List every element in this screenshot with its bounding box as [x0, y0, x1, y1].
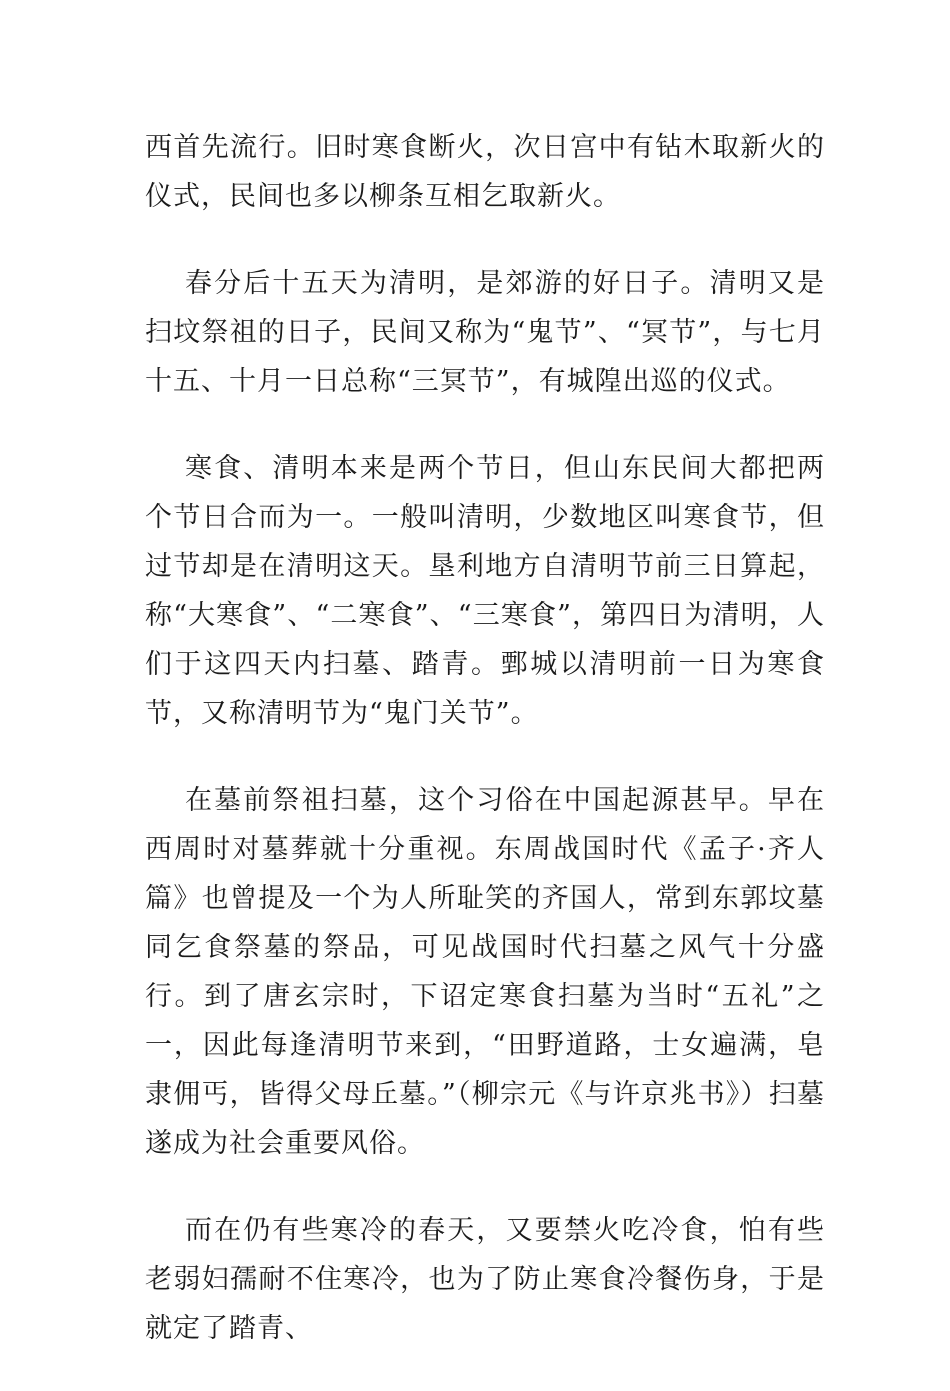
paragraph-4: 在墓前祭祖扫墓，这个习俗在中国起源甚早。早在西周时对墓葬就十分重视。东周战国时代《孟子·齐人篇》也曾提及一个为人所耻笑的齐国人，常到东郭坟墓同乞食祭墓的祭品，可见战国时代扫墓之风气十分盛行。到了唐玄宗时，下诏定寒食扫墓为当时“五礼”之一，因此每逢清明节来到，“田野道路，士女遍满，皂隶佣丐，皆得父母丘墓。”（柳宗元《与许京兆书》）扫墓遂成为社会重要风俗。 [145, 785, 825, 1159]
paragraph-2: 春分后十五天为清明，是郊游的好日子。清明又是扫坟祭祖的日子，民间又称为“鬼节”、“冥节”，与七月十五、十月一日总称“三冥节”，有城隍出巡的仪式。 [145, 268, 825, 397]
paragraph-5: 而在仍有些寒冷的春天，又要禁火吃冷食，怕有些老弱妇孺耐不住寒冷，也为了防止寒食冷餐伤身，于是就定了踏青、 [145, 1215, 825, 1344]
paragraph-1: 西首先流行。旧时寒食断火，次日宫中有钻木取新火的仪式，民间也多以柳条互相乞取新火。 [145, 132, 825, 212]
document-body [145, 123, 825, 1391]
paragraph-3: 寒食、清明本来是两个节日，但山东民间大都把两个节日合而为一。一般叫清明，少数地区叫寒食节，但过节却是在清明这天。垦利地方自清明节前三日算起，称“大寒食”、“二寒食”、“三寒食”，第四日为清明，人们于这四天内扫墓、踏青。鄄城以清明前一日为寒食节，又称清明节为“鬼门关节”。 [145, 453, 825, 729]
